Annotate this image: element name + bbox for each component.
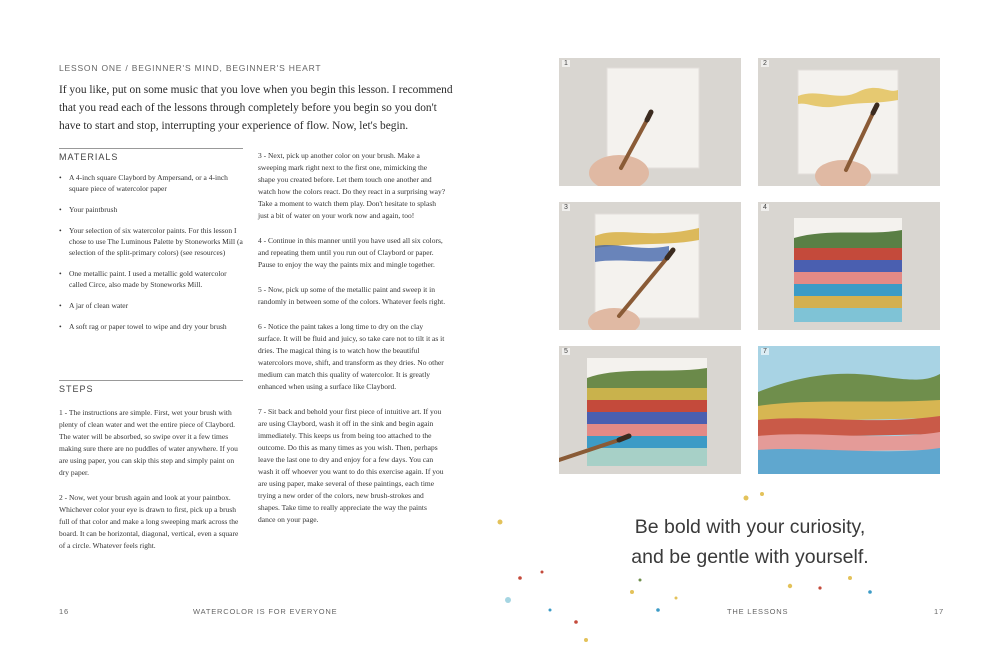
six-colors-photo-icon — [758, 202, 940, 330]
photo-step-7 — [758, 346, 940, 474]
materials-list — [59, 172, 243, 332]
intro-paragraph: If you like, put on some music that you love when you begin this lesson. I recommend that you read each of the lessons through completely before you begin so you don't have to start and stop, interrupting your experience of flow. Now, let's begin. — [59, 84, 453, 132]
step-2: 2 - Now, wet your brush again and look at your paintbox. Whichever color your eye is drawn to first, pick up a brush full of that color and make a long sweeping mark across the board. It can be horizontal, diagonal, vertical, even a square of a circle. Whatever feels right. — [59, 493, 239, 550]
photo-step-3 — [559, 202, 741, 330]
right-page-number: 17 — [934, 607, 944, 616]
steps-section-header — [59, 380, 243, 394]
step-5: 5 - Now, pick up some of the metallic paint and sweep it in randomly in between some of the colors. Whatever feels right. — [258, 285, 446, 306]
step-4: 4 - Continue in this manner until you have used all six colors, and repeating them until you run out of Claybord or paper. Pause to enjoy the way the paints mix and mingle together. — [258, 236, 443, 269]
materials-item: • Your paintbrush — [59, 204, 243, 215]
step-1: 1 - The instructions are simple. First, wet your brush with plenty of clean water and wet the entire piece of Claybord. The water will be absorbed, so swipe over it a few times making sure there are no puddles of water anywhere. If you are using paper, you can skip this step and simply paint on dry paper. — [59, 408, 238, 477]
photo-step-2 — [758, 58, 940, 186]
materials-item: • A 4-inch square Claybord by Ampersand, or a 4-inch square piece of watercolor paper — [59, 172, 243, 194]
finished-painting-photo-icon — [758, 346, 940, 474]
materials-item: • A soft rag or paper towel to wipe and dry your brush — [59, 321, 243, 332]
left-page-number: 16 — [59, 607, 69, 616]
materials-item: • One metallic paint. I used a metallic gold watercolor called Circe, also made by Stoneworks Mill. — [59, 268, 243, 290]
materials-heading: MATERIALS — [59, 148, 243, 162]
steps-heading: STEPS — [59, 380, 243, 394]
pull-quote — [600, 512, 900, 572]
first-stroke-photo-icon — [758, 58, 940, 186]
materials-item: • Your selection of six watercolor paints. For this lesson I chose to use The Luminous Palette by Stoneworks Mill (a selection of the split-primary colors) (see resources) — [59, 225, 243, 258]
step-3: 3 - Next, pick up another color on your brush. Make a sweeping mark right next to the first one, mimicking the shape you created before. Let them touch one another and watch how the colors react. Do they react in a surprising way? Take a moment to watch them play. Don't hesitate to splash just a bit of water on your work now and again, too! — [258, 151, 446, 220]
photo-number: 1 — [564, 60, 568, 67]
photo-number: 7 — [763, 348, 767, 355]
step-7: 7 - Sit back and behold your first piece of intuitive art. If you are using Claybord, wash it off in the sink and begin again immediately. This keeps us from being too attached to the outcome. Do this as many times as you wish. Then, perhaps leave the last one to dry and enjoy for a few days. You can wash it off whoever you want to do this exercise again. If you are using paper, make several of these paintings, each time trying a new order of the colors, new brush-strokes and shapes. Take time to really appreciate the way the paints dance on your page. — [258, 407, 444, 524]
photo-step-4 — [758, 202, 940, 330]
left-running-title: WATERCOLOR IS FOR EVERYONE — [193, 607, 338, 616]
step-6: 6 - Notice the paint takes a long time to dry on the clay surface. It will be fluid and juicy, so take care not to tilt it as it dries. The magical thing is to watch how the beautiful watercolors move, shift, and transform as they dries. No other medium can match this quality of watercolor. It is greatly enhanced when using a surface like Claybord. — [258, 322, 445, 391]
wet-claybord-photo-icon — [559, 58, 741, 186]
photo-number: 3 — [564, 204, 568, 211]
photo-step-1 — [559, 58, 741, 186]
quote-line-2: and be gentle with yourself. — [631, 546, 869, 568]
second-color-photo-icon — [559, 202, 741, 330]
photo-number: 4 — [763, 204, 767, 211]
photo-step-5 — [559, 346, 741, 474]
steps-column-2 — [258, 150, 446, 539]
photo-number: 2 — [763, 60, 767, 67]
metallic-paint-photo-icon — [559, 346, 741, 474]
photo-number: 5 — [564, 348, 568, 355]
materials-item: • A jar of clean water — [59, 300, 243, 311]
lesson-kicker: LESSON ONE / BEGINNER'S MIND, BEGINNER'S HEART — [59, 63, 322, 73]
quote-line-1: Be bold with your curiosity, — [634, 516, 866, 538]
materials-section — [59, 148, 243, 342]
right-running-title: THE LESSONS — [727, 607, 789, 616]
steps-column-1 — [59, 407, 243, 565]
